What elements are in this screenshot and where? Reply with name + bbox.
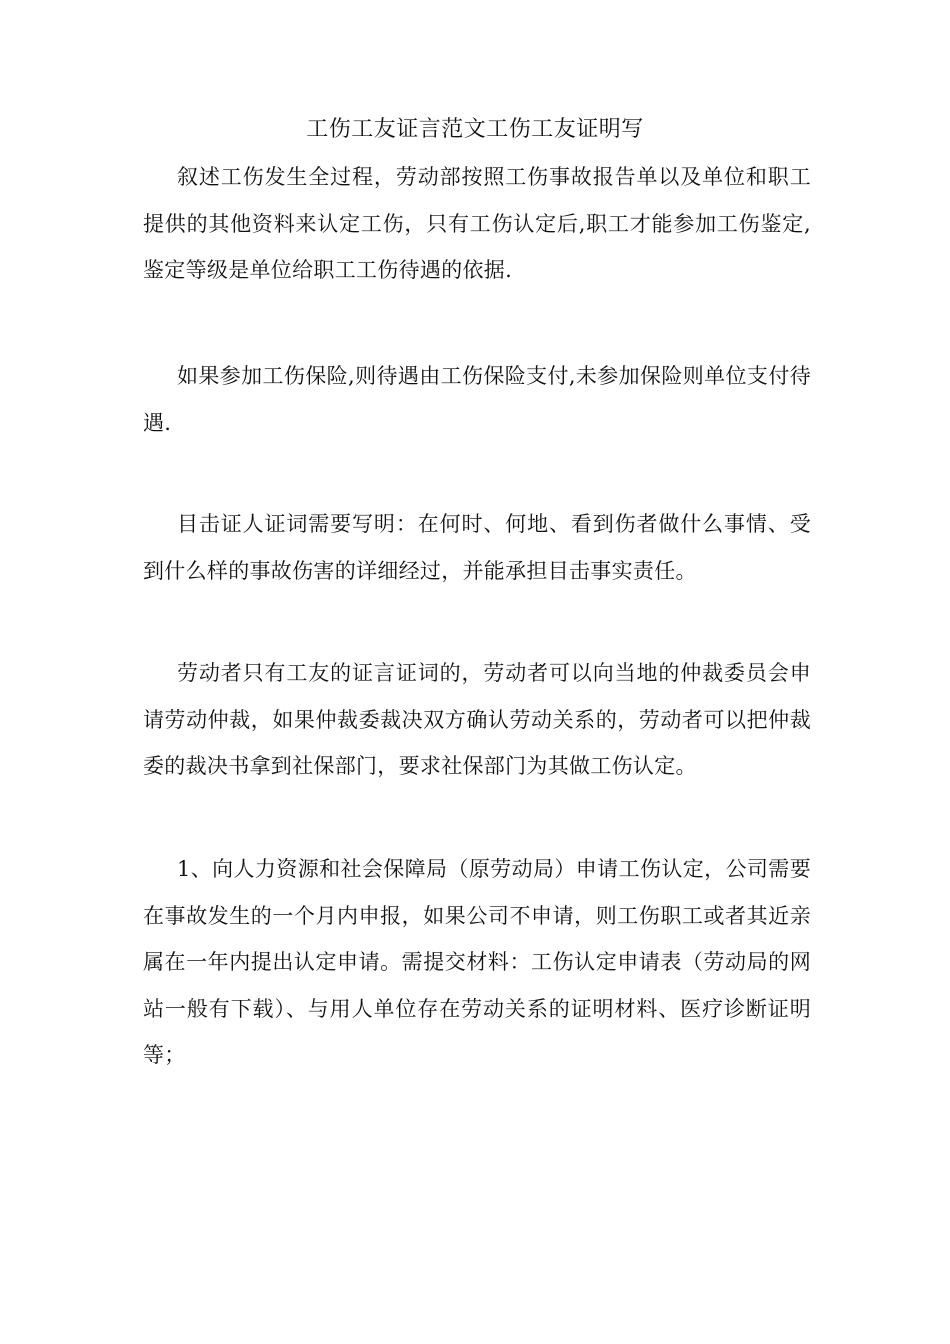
paragraph-application-steps: 1、向人力资源和社会保障局（原劳动局）申请工伤认定，公司需要在事故发生的一个月内申报，如果公司不申请，则工伤职工或者其近亲属在一年内提出认定申请。需提交材料：工伤认定申请表（劳动局的网站一般有下载）、与用人单位存在劳动关系的证明材料、医疗诊断证明等； (143, 857, 811, 1067)
paragraph-arbitration: 劳动者只有工友的证言证词的，劳动者可以向当地的仲裁委员会申请劳动仲裁，如果仲裁委裁决双方确认劳动关系的，劳动者可以把仲裁委的裁决书拿到社保部门，要求社保部门为其做工伤认定。 (143, 661, 811, 778)
paragraph-witness-statement: 目击证人证词需要写明：在何时、何地、看到伤者做什么事情、受到什么样的事故伤害的详细经过，并能承担目击事实责任。 (143, 512, 811, 583)
paragraph-injury-process: 叙述工伤发生全过程，劳动部按照工伤事故报告单以及单位和职工提供的其他资料来认定工伤，只有工伤认定后,职工才能参加工伤鉴定,鉴定等级是单位给职工工伤待遇的依据. (143, 165, 811, 282)
paragraph-insurance: 如果参加工伤保险,则待遇由工伤保险支付,未参加保险则单位支付待遇. (143, 364, 811, 435)
document-title: 工伤工友证言范文工伤工友证明写 (306, 117, 644, 142)
